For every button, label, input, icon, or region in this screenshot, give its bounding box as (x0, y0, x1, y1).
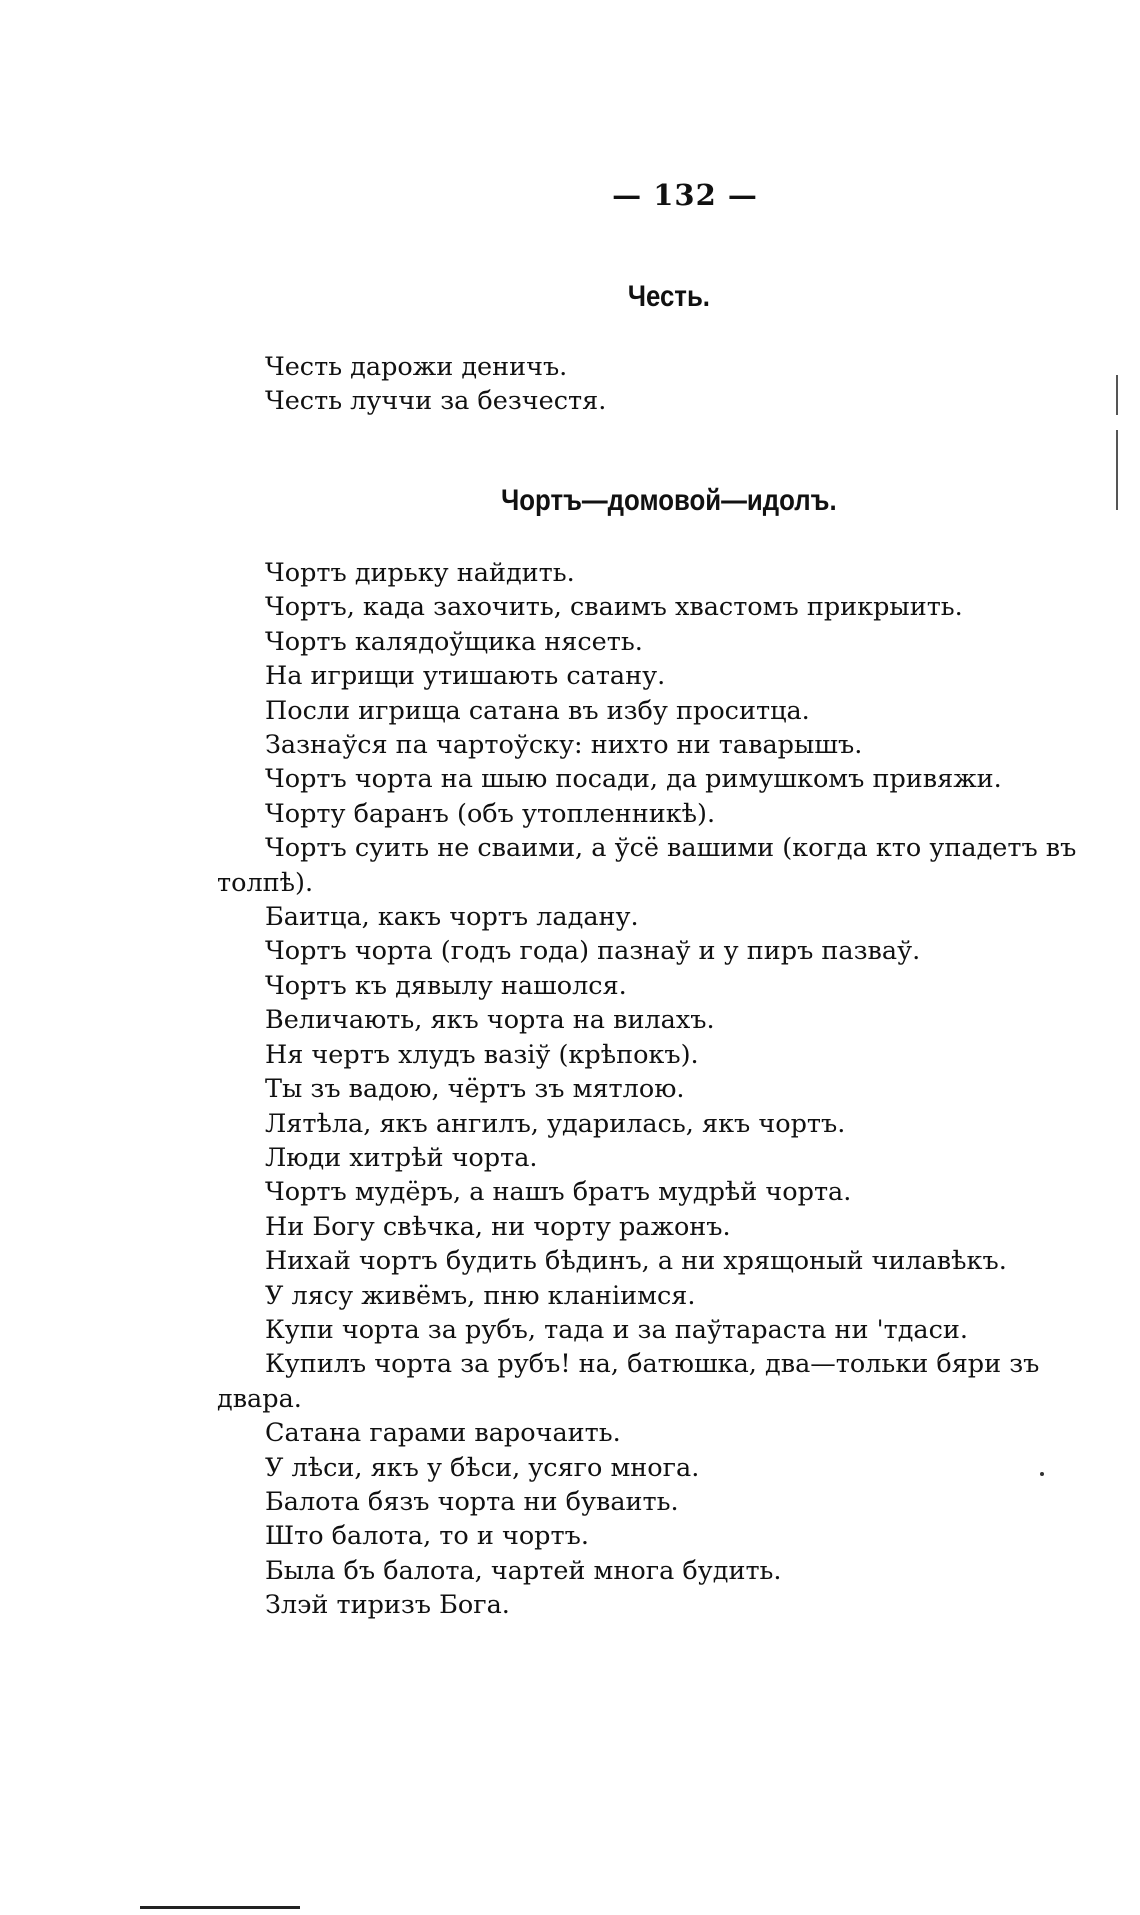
section-honor-text (265, 350, 1105, 419)
proverb-line: Ни Богу свѣчка, ни чорту ражонъ. (265, 1211, 731, 1242)
proverb-line: Честь дарожи деничъ. (265, 352, 568, 382)
page-number: — 132 — (612, 178, 758, 212)
section-heading-devil: Чортъ—домовой—идолъ. (501, 484, 837, 517)
proverb-line: Чортъ калядоўщика нясеть. (265, 626, 643, 657)
proverb-line: Чортъ, када захочить, сваимъ хвастомъ прикрыить. (265, 592, 963, 623)
proverb-line: Злэй тиризъ Бога. (265, 1590, 510, 1621)
proverb-line: Балота бязъ чорта ни буваить. (265, 1486, 679, 1517)
proverb-line: Купи чорта за рубъ, тада и за паўтараста ни 'тдаси. (265, 1314, 968, 1345)
proverb-line: Што балота, то и чортъ. (265, 1521, 589, 1552)
section-heading-honor: Честь. (627, 280, 710, 313)
scan-speck (1040, 1472, 1044, 1476)
proverb-line: Ня чертъ хлудъ вазіў (крѣпокъ). (265, 1039, 699, 1070)
proverb-line: Чортъ къ дявылу нашолся. (265, 970, 627, 1001)
margin-scan-mark (1116, 375, 1118, 415)
proverb-line-continuation: толпѣ). (217, 867, 314, 898)
proverb-line: Люди хитрѣй чорта. (265, 1142, 538, 1173)
proverb-line: У лѣси, якъ у бѣси, усяго многа. (265, 1452, 700, 1483)
proverb-line: На игрищи утишають сатану. (265, 661, 666, 692)
proverb-line: Чорту баранъ (объ утопленникѣ). (265, 798, 716, 829)
proverb-line: Величають, якъ чорта на вилахъ. (265, 1005, 715, 1036)
section-devil-text (217, 556, 1105, 1623)
proverb-line: Ты зъ вадою, чёртъ зъ мятлою. (265, 1074, 685, 1105)
proverb-line: Чортъ чорта (годъ года) пазнаў и у пиръ пазваў. (265, 936, 921, 967)
bottom-rule (140, 1906, 300, 1909)
margin-scan-mark (1116, 430, 1118, 510)
proverb-line: Была бъ балота, чартей многа будить. (265, 1555, 782, 1586)
proverb-line: Чортъ суить не сваими, а ўсё вашими (когда кто упадетъ въ (265, 833, 1077, 864)
proverb-line: У лясу живёмъ, пню кланіимся. (265, 1280, 696, 1311)
proverb-line: Чортъ дирьку найдить. (265, 558, 575, 588)
proverb-line: Чортъ чорта на шыю посади, да римушкомъ привяжи. (265, 764, 1002, 795)
proverb-line: Лятѣла, якъ ангилъ, ударилась, якъ чортъ. (265, 1108, 846, 1139)
proverb-line: Сатана гарами варочаить. (265, 1418, 621, 1449)
proverb-line: Нихай чортъ будить бѣдинъ, а ни хрящоный чилавѣкъ. (265, 1246, 1007, 1277)
proverb-line: Зазнаўся па чартоўску: нихто ни таварышъ. (265, 730, 863, 761)
proverb-line: Посли игрища сатана въ избу проситца. (265, 695, 810, 726)
proverb-line: Чортъ мудёръ, а нашъ братъ мудрѣй чорта. (265, 1177, 852, 1208)
proverb-line: Купилъ чорта за рубъ! на, батюшка, два—тольки бяри зъ (265, 1349, 1040, 1380)
proverb-line: Честь луччи за безчестя. (265, 386, 607, 417)
proverb-line: Баитца, какъ чортъ ладану. (265, 902, 639, 933)
proverb-line-continuation: двара. (217, 1383, 302, 1414)
